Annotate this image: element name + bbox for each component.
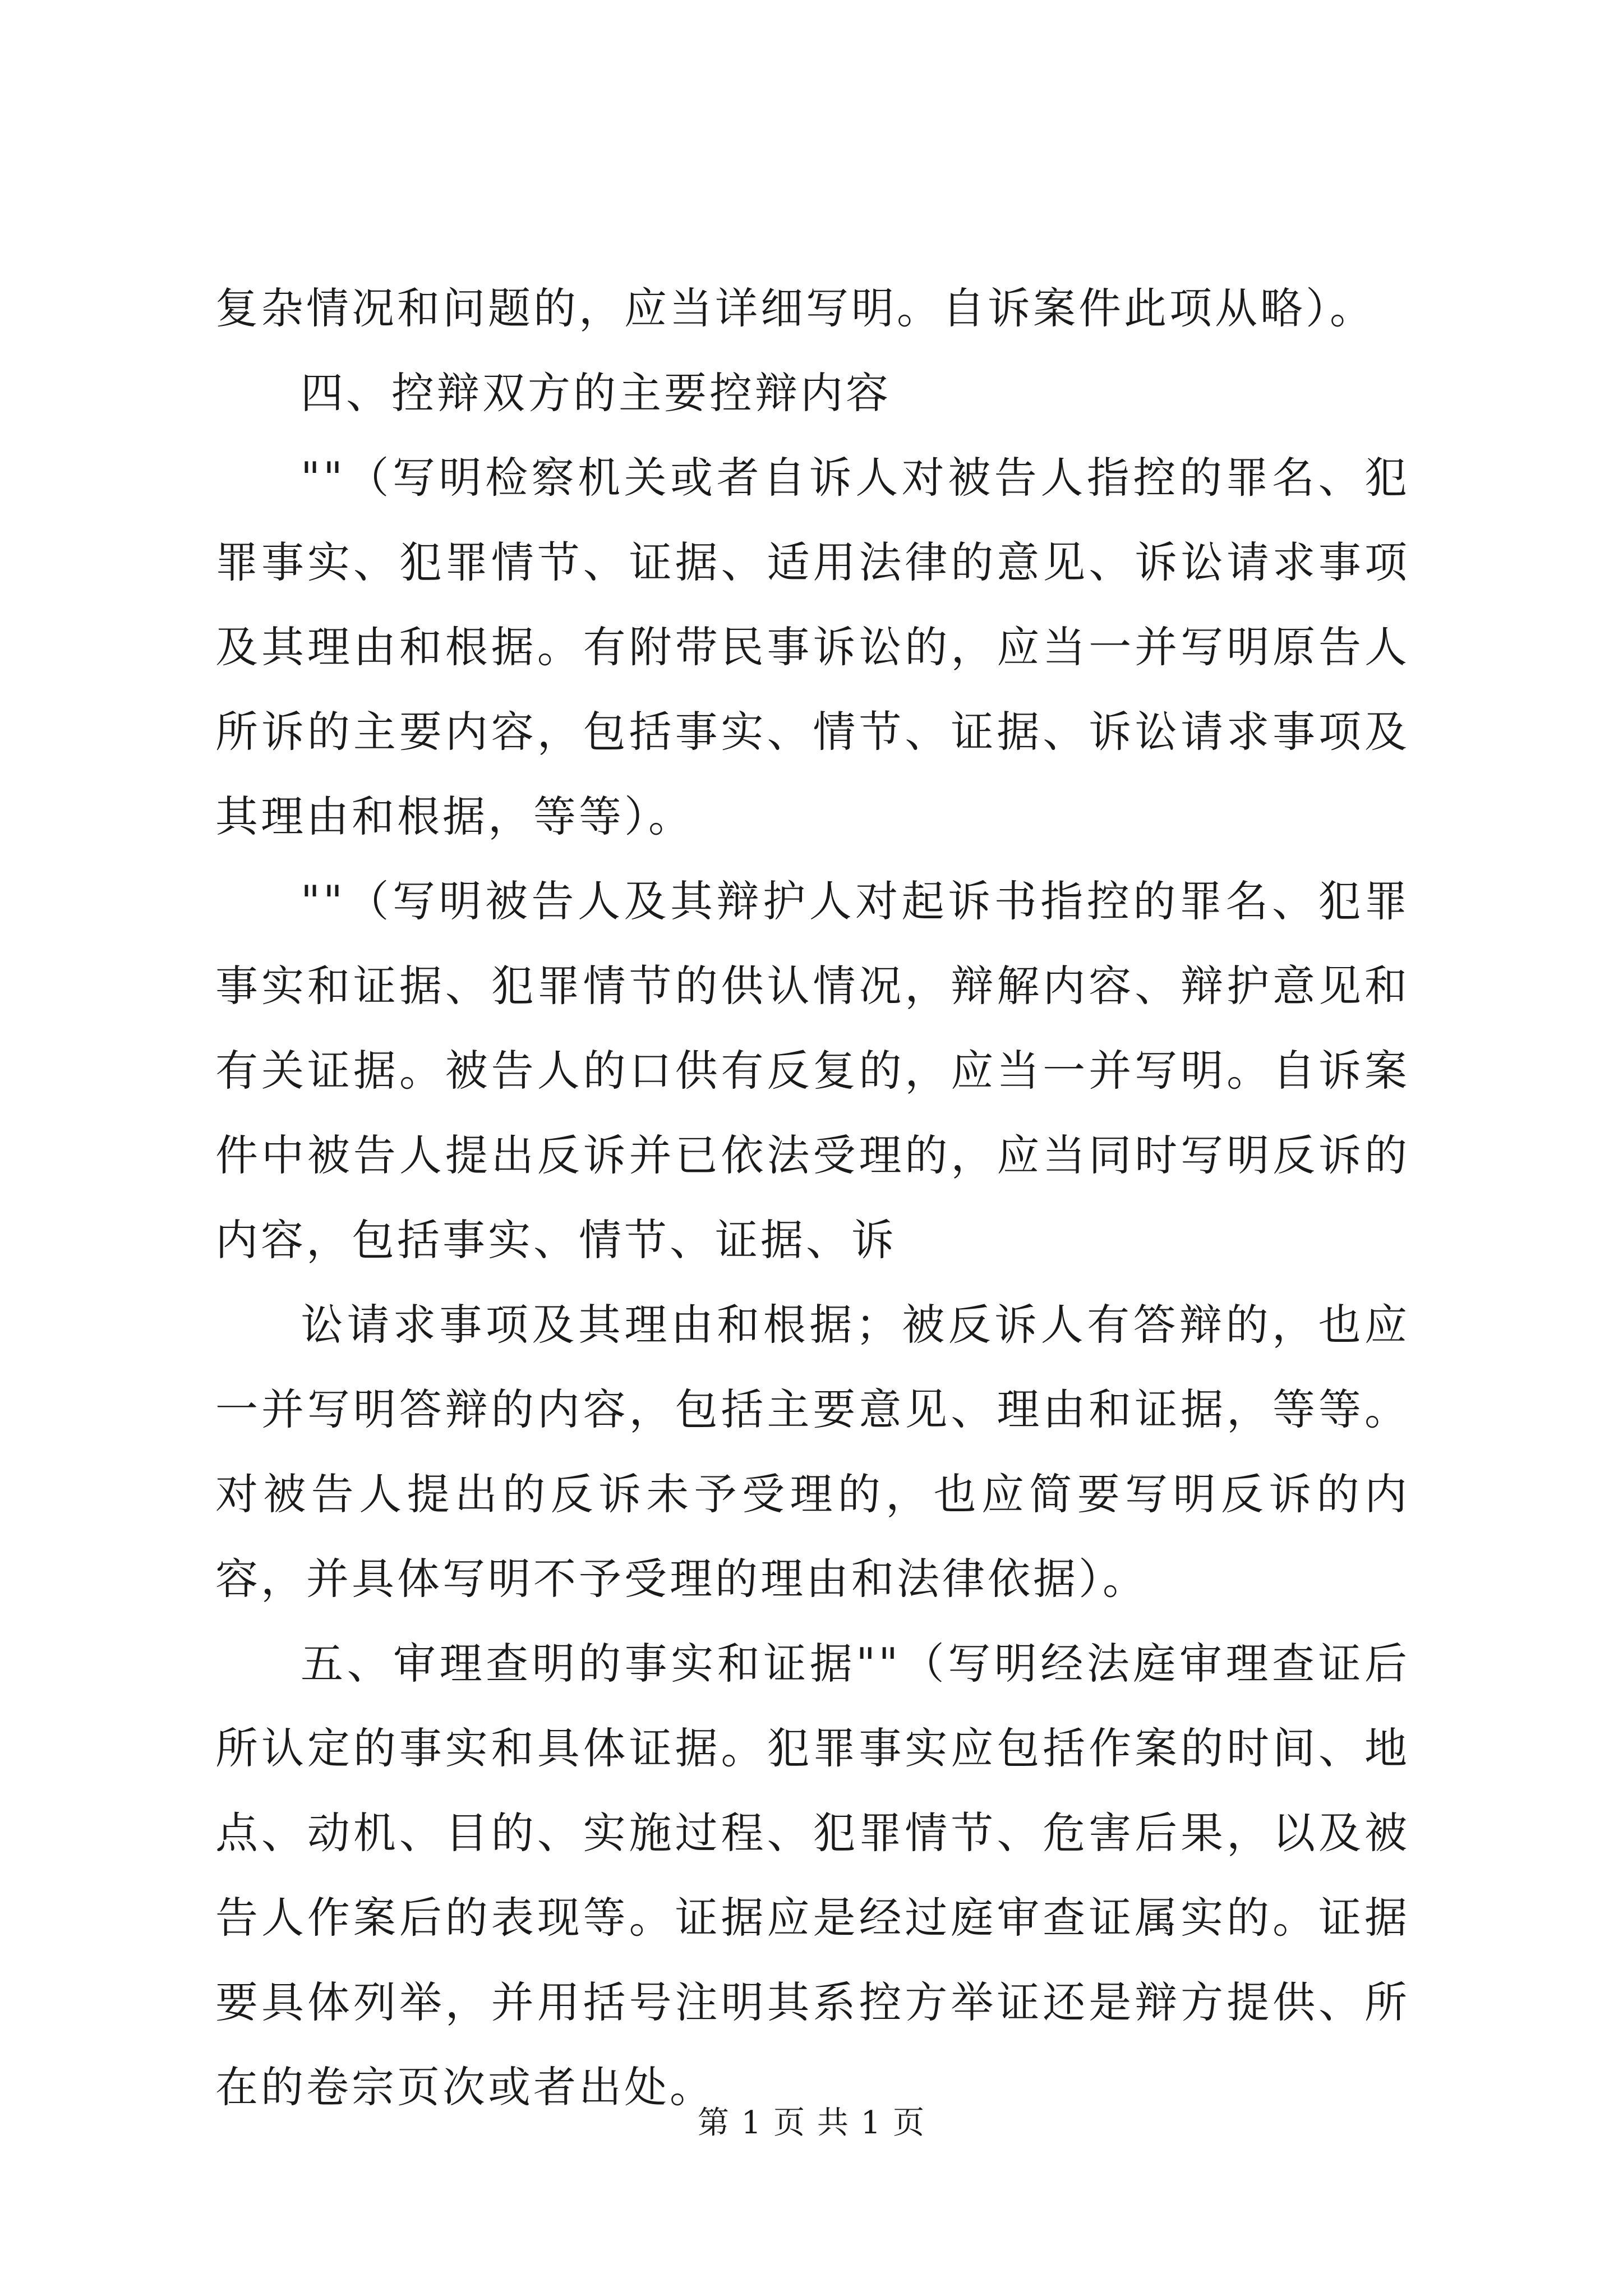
heading-section-4: 四、控辩双方的主要控辩内容 xyxy=(301,368,891,418)
page-number-label: 第 1 页 共 1 页 xyxy=(697,2105,926,2141)
paragraph-1: 复杂情况和问题的，应当详细写明。自诉案件此项从略）。 xyxy=(215,283,1375,333)
paragraph-defense-content: ""（写明被告人及其辩护人对起诉书指控的罪名、犯罪事实和证据、犯罪情节的供认情况，辩解内容、辩护意见和有关证据。被告人的口供有反复的，应当一并写明。自诉案件中被告人提出反诉并已依法受理的，应当同时写明反诉的内容，包括事实、情节、证据、诉 xyxy=(215,876,1410,1265)
document-body xyxy=(215,266,1410,2129)
heading-section-5: 五、审理查明的事实和证据""（写明经法庭审理查证后所认定的事实和具体证据。犯罪事实应包括作案的时间、地点、动机、目的、实施过程、犯罪情节、危害后果，以及被告人作案后的表现等。证据应是经过庭审查证属实的。证据要具体列举，并用括号注明其系控方举证还是辩方提供、所在的卷宗页次或者出处。 xyxy=(215,1639,1410,2112)
paragraph-prosecution-content: ""（写明检察机关或者自诉人对被告人指控的罪名、犯罪事实、犯罪情节、证据、适用法律的意见、诉讼请求事项及其理由和根据。有附带民事诉讼的，应当一并写明原告人所诉的主要内容，包括事实、情节、证据、诉讼请求事项及其理由和根据，等等）。 xyxy=(215,453,1410,841)
page-footer xyxy=(0,2101,1623,2146)
paragraph-counterclaim-content: 讼请求事项及其理由和根据；被反诉人有答辩的，也应一并写明答辩的内容，包括主要意见、理由和证据，等等。对被告人提出的反诉未予受理的，也应简要写明反诉的内容，并具体写明不予受理的理由和法律依据）。 xyxy=(215,1300,1410,1604)
